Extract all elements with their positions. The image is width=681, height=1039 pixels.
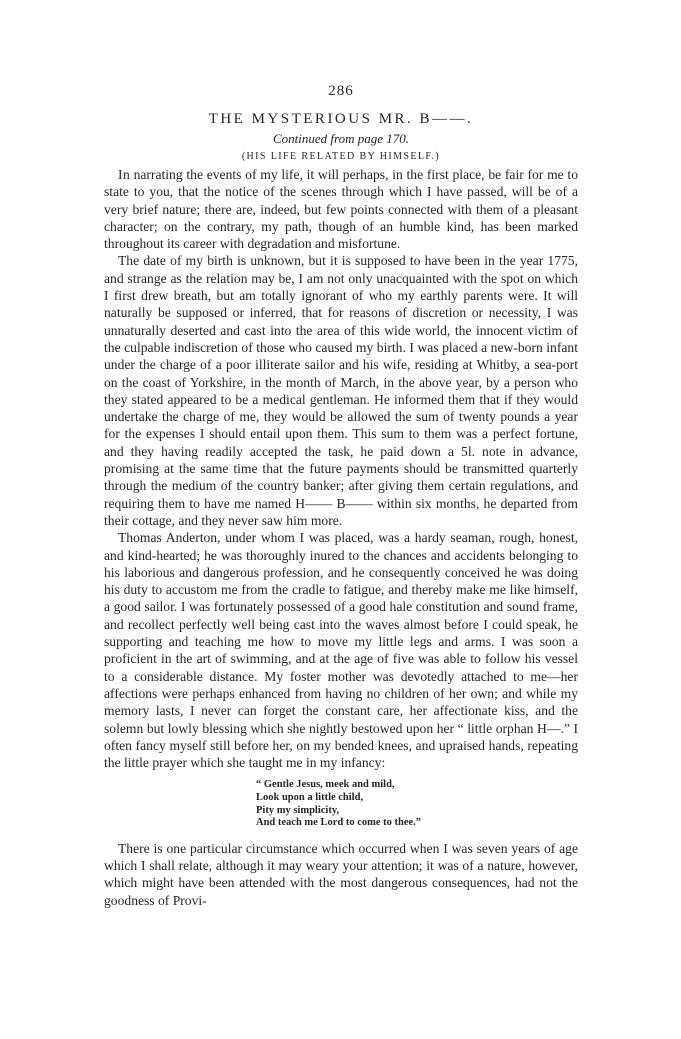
verse-line-4: And teach me Lord to come to thee.” — [256, 817, 422, 829]
closing-paragraph: There is one particular circumstance which occurred when I was seven years of age which I shall relate, although it may weary your attention; it was of a nature, however, which might have been attended with the most dangerous consequences, had not the goodness of Provi- — [104, 840, 578, 908]
continued-note: Continued from page 170. — [272, 131, 409, 146]
paragraph-1: In narrating the events of my life, it will perhaps, in the first place, be fair for me to state to you, that the notice of the scenes through which I have passed, will be of a very brief nature; there are, indeed, but few points connected with them of a pleasant character; on the contrary, my path, though of an humble kind, has been marked throughout its career with degradation and misfortune. — [104, 167, 578, 252]
paragraph-3: Thomas Anderton, under whom I was placed, was a hardy seaman, rough, honest, and kind-hearted; he was thoroughly inured to the chances and accidents belonging to his laborious and dangerous profession, and he consequently conceived he was doing his duty to accustom me from the cradle to fatigue, and thereby make me like himself, a good sailor. I was fortunately possessed of a good hale constitution and sound frame, and recollect perfectly well being cast into the waves almost before I could speak, he supporting and teaching me how to move my little legs and arms. I was soon a proficient in the art of swimming, and at the age of five was able to follow his vessel to a considerable distance. My foster mother was devotedly attached to me—her affections were perhaps enhanced from having no children of her own; and while my memory lasts, I never can forget the constant care, her affectionate kiss, and the solemn but lowly blessing which she nightly bestowed upon her “ little orphan H—.” I often fancy myself still before her, on my bended knees, and upraised hands, repeating the little prayer which she taught me in my infancy: — [104, 530, 578, 771]
verse-line-2: Look upon a little child, — [256, 791, 364, 803]
article-title: THE MYSTERIOUS MR. B——. — [208, 111, 474, 127]
prayer-verse — [256, 779, 578, 829]
verse-line-3: Pity my simplicity, — [256, 804, 340, 816]
article-subtitle: (HIS LIFE RELATED BY HIMSELF.) — [241, 151, 441, 162]
paragraph-2: The date of my birth is unknown, but it is supposed to have been in the year 1775, and strange as the relation may be, I am not only unacquainted with the spot on which I first drew breath, but am totally ignorant of who my earthly parents were. It will naturally be supposed or inferred, that for reasons of discretion or necessity, I was unnaturally deserted and cast into the area of this wide world, the innocent victim of the culpable indiscretion of those who caused my birth. I was placed a new-born infant under the charge of a poor illiterate sailor and his wife, residing at Whitby, a sea-port on the coast of Yorkshire, in the month of March, in the above year, by a person who they stated appeared to be a medical gentleman. He informed them that if they would undertake the charge of me, they would be allowed the sum of twenty pounds a year for the expenses I should entail upon them. This sum to them was a perfect fortune, and they having readily accepted the task, he paid down a 5l. note in advance, promising at the same time that the future payments should be transmitted quarterly through the medium of the country banker; after giving them certain regulations, and requiring them to have me named H—— B—— within six months, he departed from their cottage, and they never saw him more. — [104, 253, 578, 528]
verse-line-1: “ Gentle Jesus, meek and mild, — [256, 779, 395, 791]
page-number: 286 — [328, 83, 354, 99]
document-page — [104, 82, 578, 909]
